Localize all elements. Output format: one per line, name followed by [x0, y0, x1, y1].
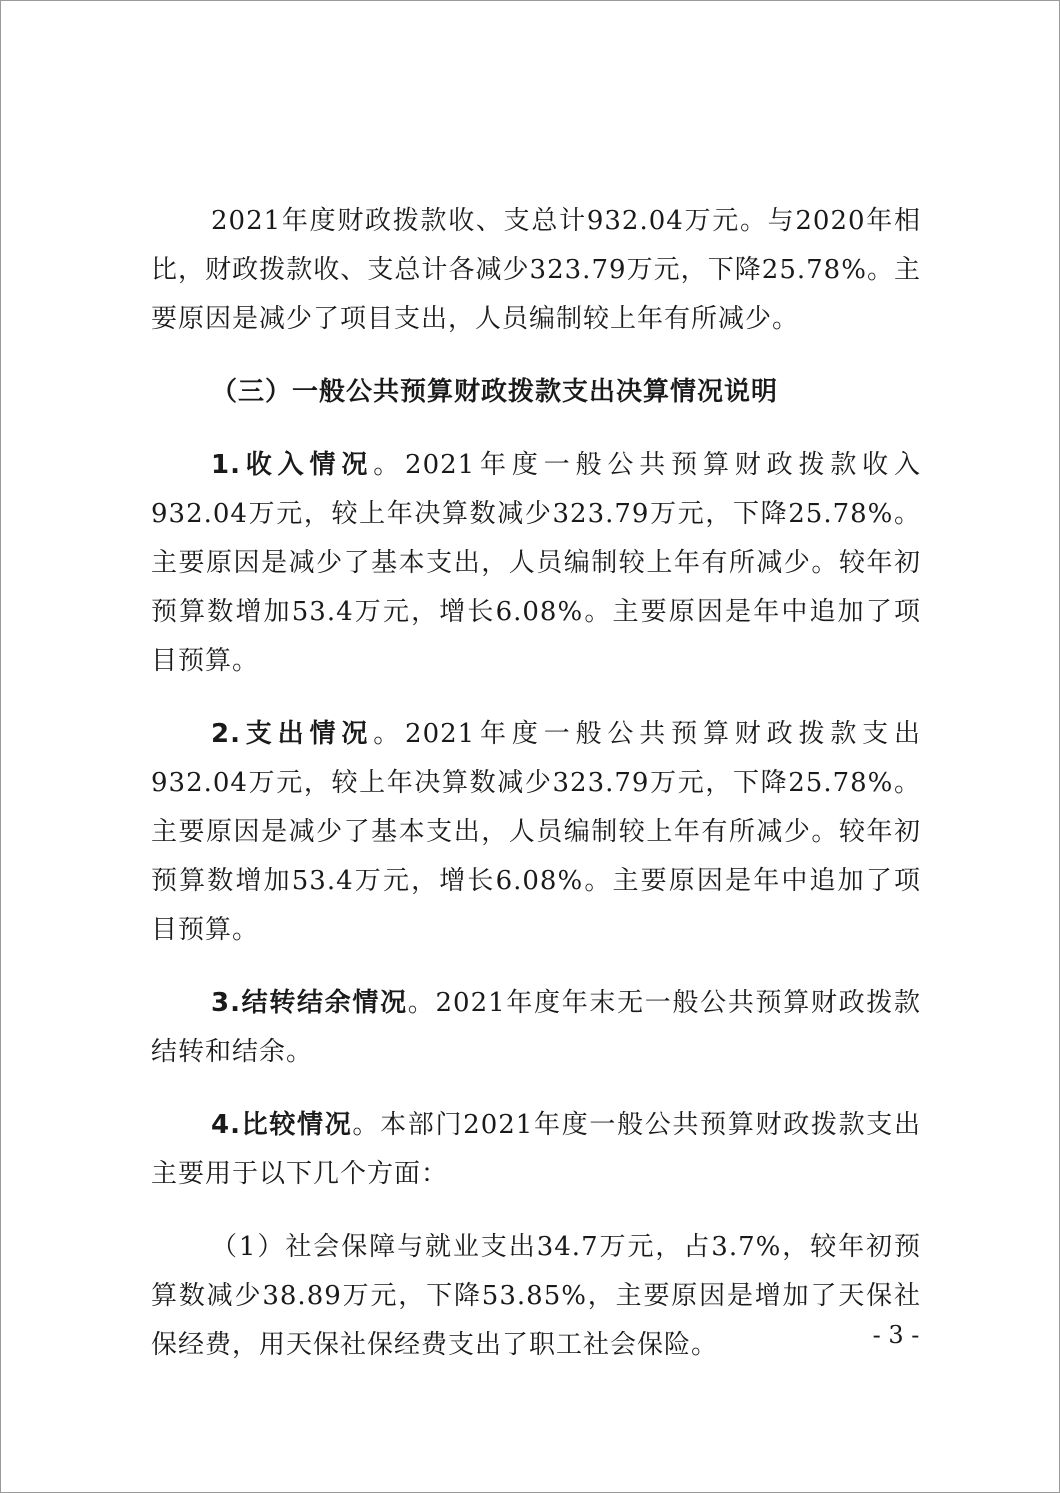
income-text: 。2021年度一般公共预算财政拨款收入932.04万元，较上年决算数减少323.79万元，下降25.78%。主要原因是减少了基本支出，人员编制较上年有所减少。较年初预算数增加53.4万元，增长6.08%。主要原因是年中追加了项目预算。 — [151, 450, 922, 676]
paragraph-expenditure — [151, 710, 921, 955]
comparison-lead: 4.比较情况 — [211, 1110, 353, 1140]
paragraph-total-appropriation: 2021年度财政拨款收、支总计932.04万元。与2020年相比，财政拨款收、支总计各减少323.79万元，下降25.78%。主要原因是减少了项目支出，人员编制较上年有所减少。 — [151, 206, 921, 334]
expenditure-text: 。2021年度一般公共预算财政拨款支出932.04万元，较上年决算数减少323.79万元，下降25.78%。主要原因是减少了基本支出，人员编制较上年有所减少。较年初预算数增加53.4万元，增长6.08%。主要原因是年中追加了项目预算。 — [151, 719, 922, 945]
page-number: - 3 - — [872, 1321, 920, 1349]
paragraph-income — [151, 441, 921, 686]
section-heading-general-budget: （三）一般公共预算财政拨款支出决算情况说明 — [211, 377, 779, 407]
paragraph-comparison — [151, 1101, 921, 1199]
document-body — [151, 197, 921, 1394]
paragraph-social-security: （1）社会保障与就业支出34.7万元，占3.7%，较年初预算数减少38.89万元，下降53.85%，主要原因是增加了天保社保经费，用天保社保经费支出了职工社会保险。 — [151, 1232, 921, 1360]
expenditure-lead: 2.支出情况 — [211, 719, 374, 749]
carryover-text: 。2021年度年末无一般公共预算财政拨款结转和结余。 — [151, 988, 921, 1067]
carryover-lead: 3.结转结余情况 — [211, 988, 408, 1018]
income-lead: 1.收入情况 — [211, 450, 374, 480]
paragraph-carryover — [151, 979, 921, 1077]
comparison-text: 。本部门2021年度一般公共预算财政拨款支出主要用于以下几个方面： — [151, 1110, 922, 1189]
